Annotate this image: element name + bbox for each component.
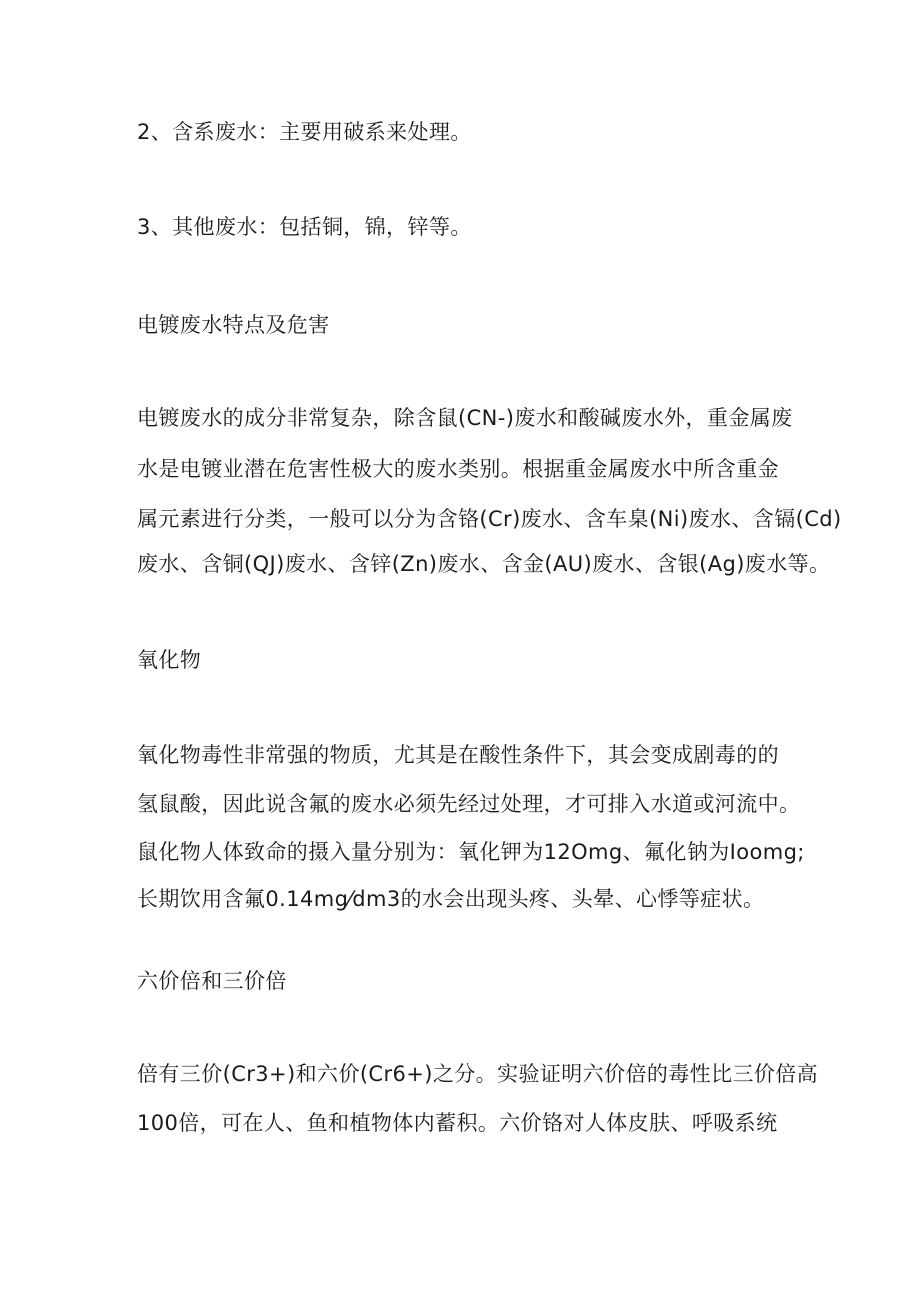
paragraph-line: 倍有三价(Cr3+)和六价(Cr6+)之分。实验证明六价倍的毒性比三价倍高	[137, 1062, 819, 1086]
paragraph-line: 属元素进行分类，一般可以分为含铬(Cr)废水、含车臬(Ni)废水、含镉(Cd)	[137, 507, 842, 531]
paragraph-line: 水是电镀业潜在危害性极大的废水类别。根据重金属废水中所含重金	[137, 457, 779, 481]
paragraph-line: 鼠化物人体致命的摄入量分别为：氧化钾为12Omg、氟化钠为Ioomg;	[137, 840, 805, 864]
list-item-2: 2、含系废水：主要用破系来处理。	[137, 120, 472, 144]
paragraph-line: 100倍，可在人、鱼和植物体内蓄积。六价铬对人体皮肤、呼吸系统	[137, 1111, 778, 1135]
section-heading-oxide: 氧化物	[137, 648, 202, 672]
list-item-3: 3、其他废水：包括铜，锦，锌等。	[137, 215, 472, 239]
section-heading-chromium: 六价倍和三价倍	[137, 969, 287, 993]
paragraph-line: 长期饮用含氟0.14mg⁄dm3的水会出现头疼、头晕、心悸等症状。	[137, 887, 765, 911]
paragraph-line: 氢鼠酸，因此说含氟的废水必须先经过处理，才可排入水道或河流中。	[137, 792, 801, 816]
paragraph-line: 电镀废水的成分非常复杂，除含鼠(CN-)废水和酸碱废水外，重金属废	[137, 406, 793, 430]
section-heading-electroplating: 电镀废水特点及危害	[137, 313, 330, 337]
paragraph-line: 氧化物毒性非常强的物质，尤其是在酸性条件下，其会变成剧毒的的	[137, 743, 779, 767]
paragraph-line: 废水、含铜(QJ)废水、含锌(Zn)废水、含金(AU)废水、含银(Ag)废水等。	[137, 552, 831, 576]
